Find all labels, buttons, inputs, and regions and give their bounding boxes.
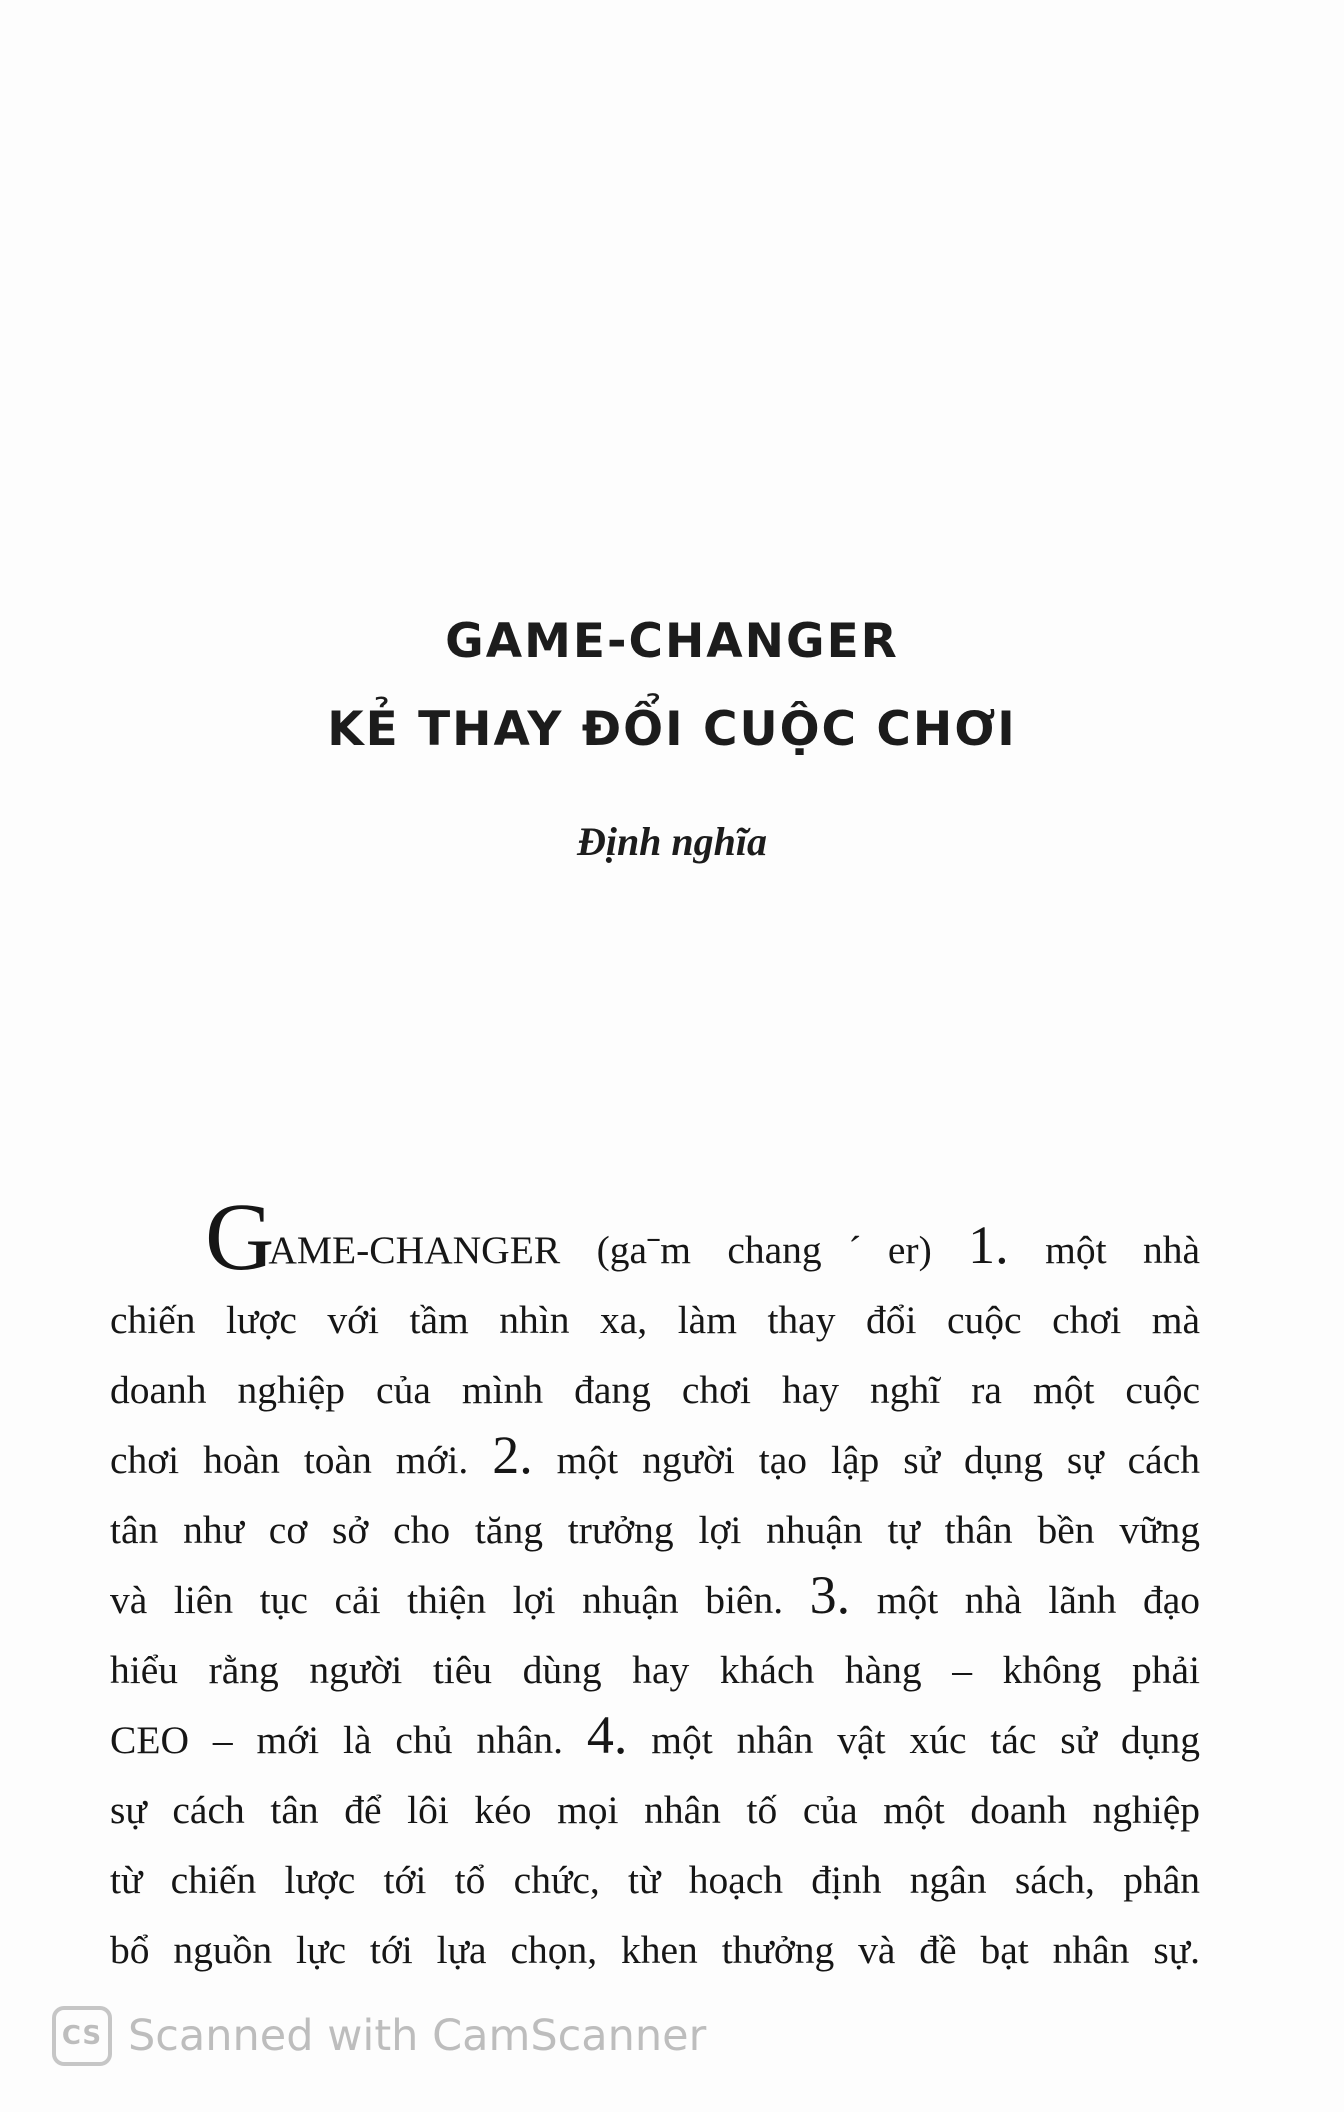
line-text: một nhà lãnh đạo (850, 1578, 1200, 1622)
definition-line (110, 1425, 1200, 1495)
definition-line: bổ nguồn lực tới lựa chọn, khen thưởng và đề bạt nhân sự. (110, 1928, 1200, 1972)
definition-line: tân như cơ sở cho tăng trưởng lợi nhuận tự thân bền vững (110, 1508, 1200, 1552)
definition-line: doanh nghiệp của mình đang chơi hay nghĩ ra một cuộc (110, 1368, 1200, 1412)
definition-line (110, 1705, 1200, 1775)
camscanner-logo-icon: CS (52, 2006, 112, 2066)
title-line-1: GAME-CHANGER (445, 614, 899, 669)
line-text: một nhân vật xúc tác sử dụng (627, 1718, 1200, 1762)
line-text: AME-CHANGER (gaˉm changˊer) (268, 1228, 969, 1272)
definition-number: 2. (492, 1425, 533, 1485)
definition-number: 4. (586, 1705, 628, 1765)
definition-line (110, 1565, 1200, 1635)
line-text: một nhà (1008, 1228, 1200, 1272)
line-text: chơi hoàn toàn mới. (110, 1438, 493, 1482)
subtitle: Định nghĩa (576, 819, 768, 864)
watermark-text: Scanned with CamScanner (128, 2011, 707, 2061)
definition-line: sự cách tân để lôi kéo mọi nhân tố của một doanh nghiệp (110, 1788, 1200, 1832)
title-line-2: KẺ THAY ĐỔI CUỘC CHƠI (327, 702, 1017, 757)
drop-cap: G (205, 1183, 269, 1290)
definition-line: từ chiến lược tới tổ chức, từ hoạch định ngân sách, phân (110, 1858, 1200, 1902)
definition-line (110, 1183, 1200, 1290)
definition-line: chiến lược với tầm nhìn xa, làm thay đổi cuộc chơi mà (110, 1298, 1200, 1342)
line-text: một người tạo lập sử dụng sự cách (532, 1438, 1200, 1482)
camscanner-watermark (52, 2006, 706, 2066)
definition-line: hiểu rằng người tiêu dùng hay khách hàng – không phải (110, 1648, 1200, 1692)
definition-number: 1. (968, 1215, 1009, 1275)
line-text: CEO – mới là chủ nhân. (110, 1718, 587, 1762)
definition-number: 3. (809, 1565, 851, 1625)
definition-paragraph (110, 1183, 1200, 1985)
chapter-title (0, 598, 1344, 774)
line-text: và liên tục cải thiện lợi nhuận biên. (110, 1578, 810, 1622)
